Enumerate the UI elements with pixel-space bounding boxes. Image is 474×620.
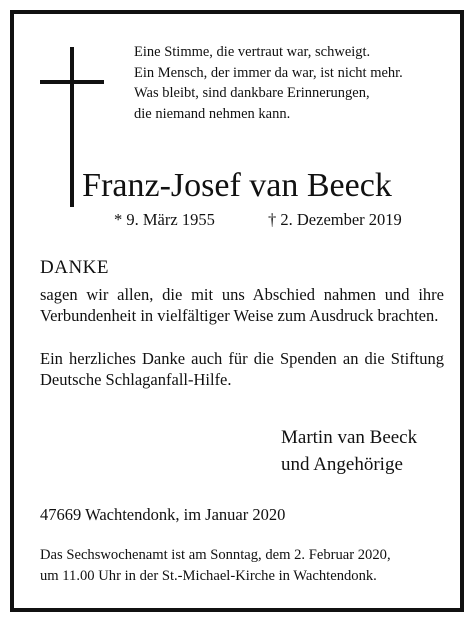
death-date: † 2. Dezember 2019 [268,210,402,229]
place-date: 47669 Wachtendonk, im Januar 2020 [40,505,286,524]
cross-icon-crossbar [40,80,104,84]
signature-name: Martin van Beeck [281,427,418,448]
notice-line: Das Sechswochenamt ist am Sonntag, dem 2. Februar 2020, [40,547,391,563]
memorial-poem [134,42,403,124]
signature [281,424,417,478]
poem-line: Eine Stimme, die vertraut war, schweigt. [134,44,371,60]
thanks-heading: DANKE [40,257,109,278]
poem-line: die niemand nehmen kann. [134,105,291,122]
donation-paragraph: Ein herzliches Danke auch für die Spenden an die Stiftung Deutsche Schlaganfall-Hilfe. [40,349,444,390]
obituary-frame [10,10,464,612]
thanks-paragraph: sagen wir allen, die mit uns Abschied nahmen und ihre Verbundenheit in vielfältiger Weise zum Ausdruck brachten. [40,285,444,326]
mass-notice [40,545,391,586]
notice-line: um 11.00 Uhr in der St.-Michael-Kirche in Wachtendonk. [40,567,377,584]
signature-family: und Angehörige [281,454,403,475]
poem-line: Was bleibt, sind dankbare Erinnerungen, [134,85,370,101]
deceased-name: Franz-Josef van Beeck [82,167,392,204]
birth-date: * 9. März 1955 [114,210,215,229]
poem-line: Ein Mensch, der immer da war, ist nicht mehr. [134,64,403,81]
